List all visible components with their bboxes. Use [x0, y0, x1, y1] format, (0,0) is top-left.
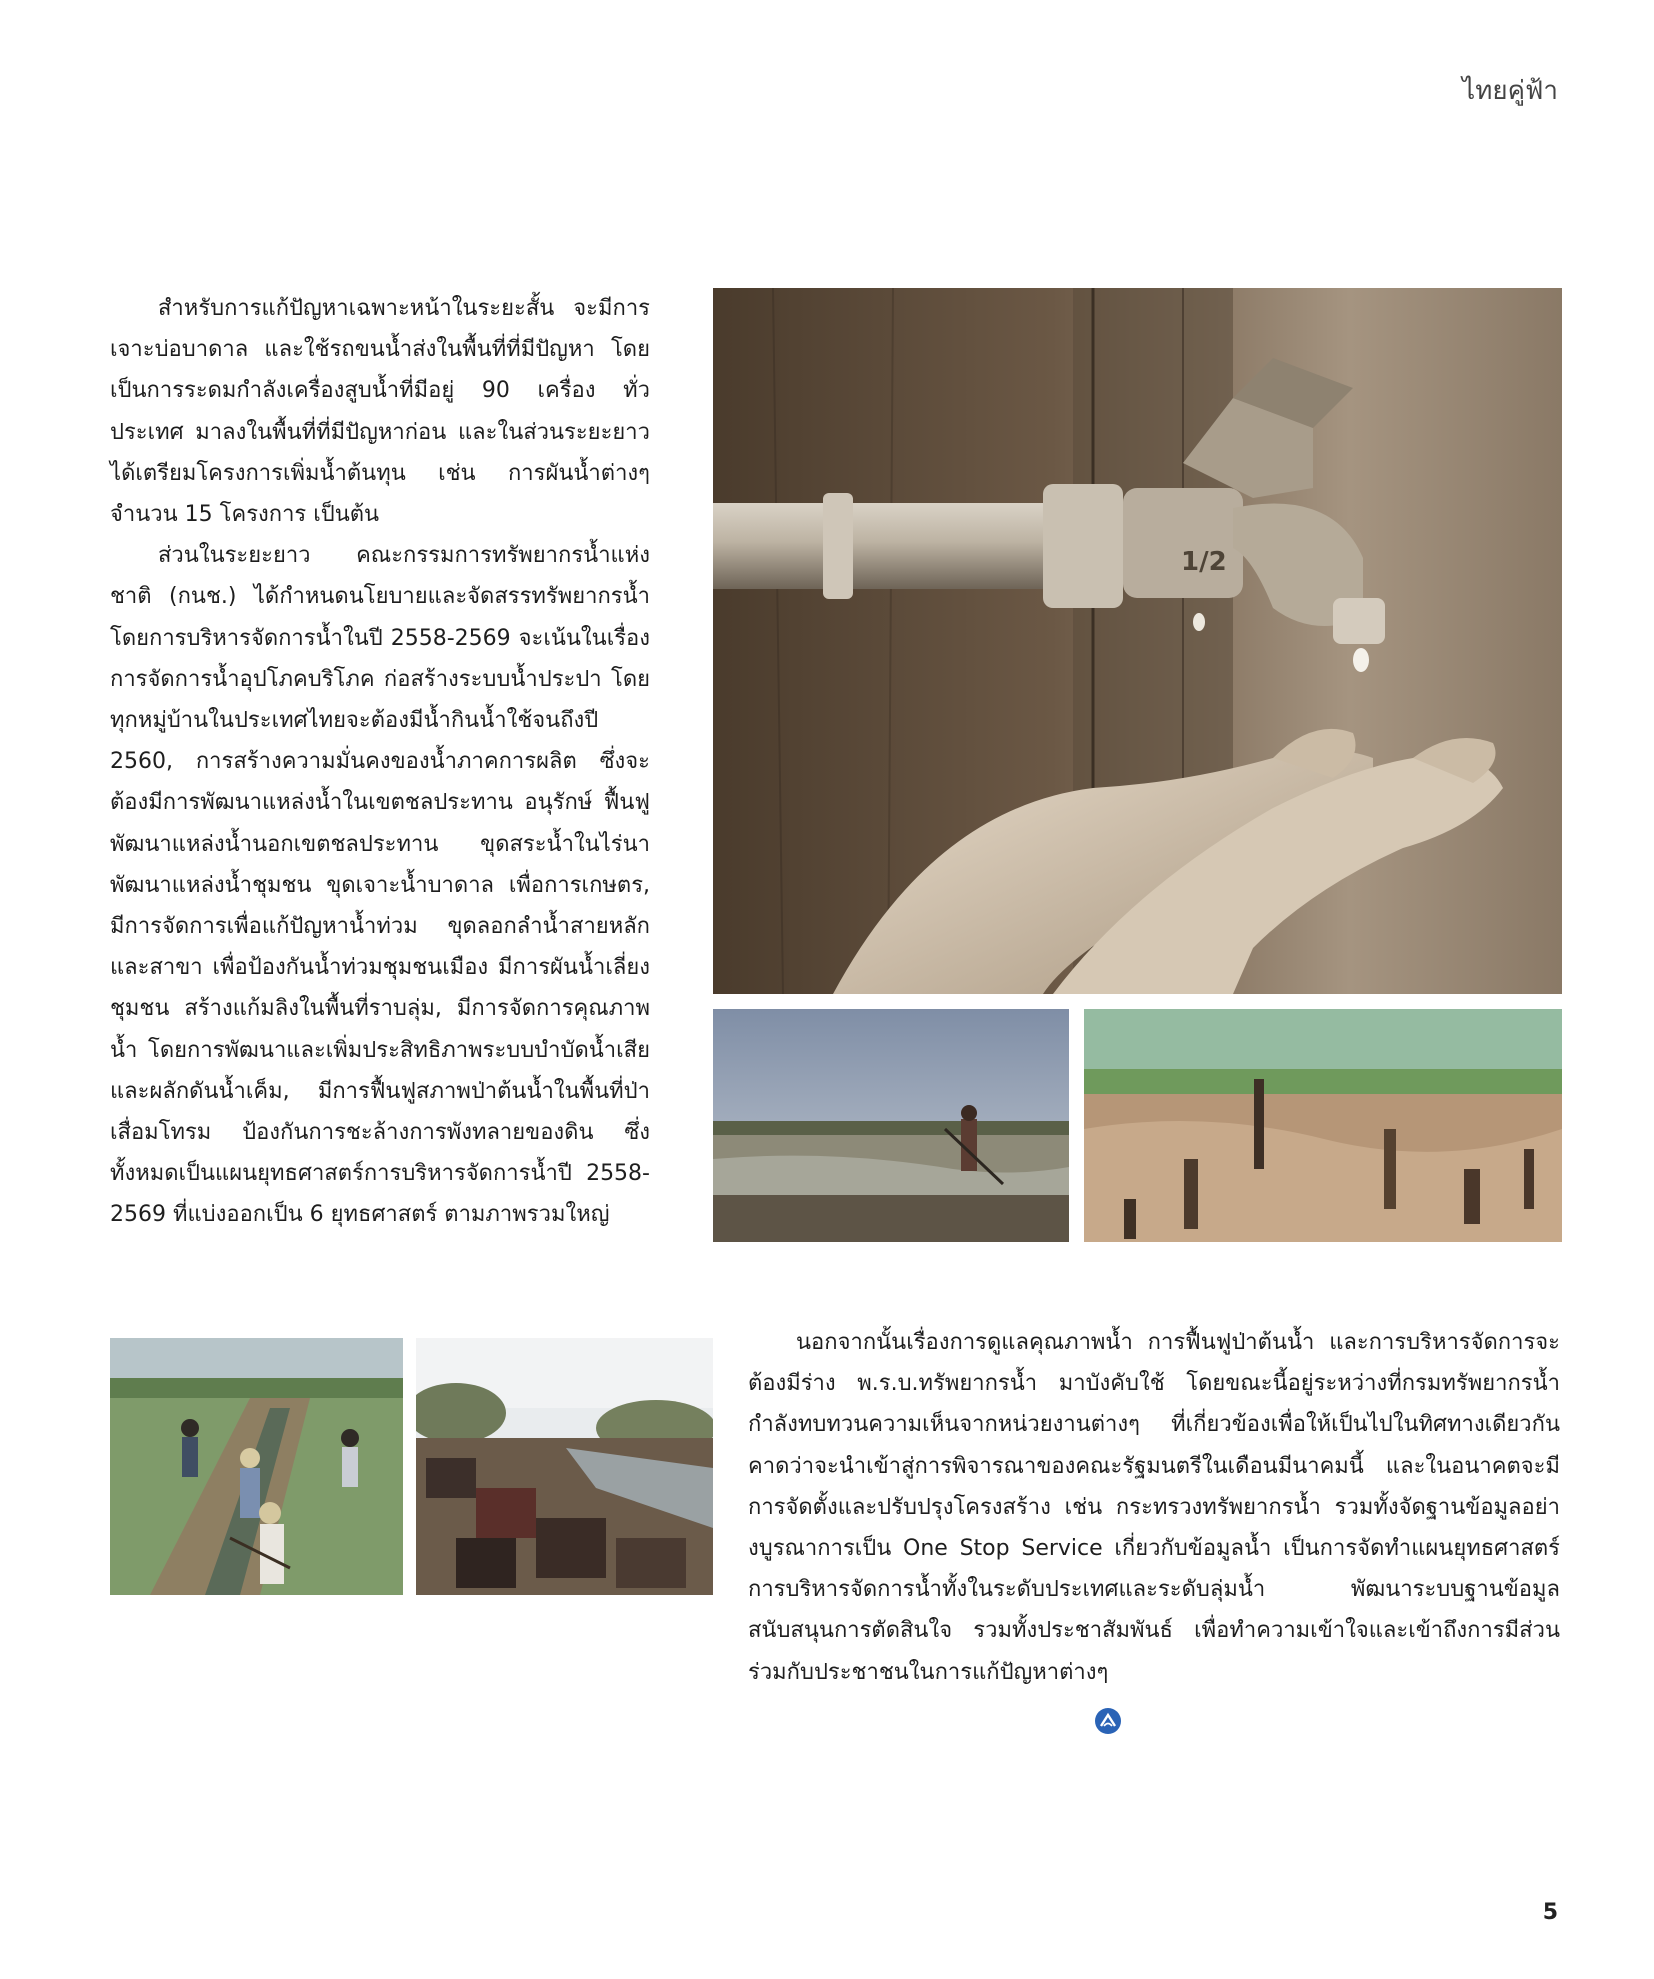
paragraph-short-term: สำหรับการแก้ปัญหาเฉพาะหน้าในระยะสั้น จะมีการเจาะบ่อบาดาล และใช้รถขนน้ำส่งในพื้นที่ที่มีปัญหา โดยเป็นการระดมกำลังเครื่องสูบน้ำที่มีอยู่ 90 เครื่อง ทั่วประเทศ มาลงในพื้นที่ที่มีปัญหาก่อน และในส่วนระยะยาวได้เตรียมโครงการเพิ่มน้ำต้นทุน เช่น การผันน้ำต่างๆ จำนวน 15 โครงการ เป็นต้น	[110, 296, 650, 528]
tap-hands-photo	[713, 288, 1562, 994]
article-end-logo-icon	[1095, 1708, 1121, 1734]
magazine-title: ไทยคู่ฟ้า	[1462, 76, 1558, 106]
article-column-bottom	[748, 1322, 1560, 1693]
article-column-left	[110, 288, 650, 1236]
canal-worker-photo	[713, 1009, 1069, 1242]
ditch-digging-photo	[110, 1338, 403, 1595]
dry-lake-photo	[1084, 1009, 1562, 1242]
paragraph-water-act: นอกจากนั้นเรื่องการดูแลคุณภาพน้ำ การฟื้นฟูป่าต้นน้ำ และการบริหารจัดการจะต้องมีร่าง พ.ร.บ.ทรัพยากรน้ำ มาบังคับใช้ โดยขณะนี้อยู่ระหว่างที่กรมทรัพยากรน้ำกำลังทบทวนความเห็นจากหน่วยงานต่างๆ ที่เกี่ยวข้องเพื่อให้เป็นไปในทิศทางเดียวกัน คาดว่าจะนำเข้าสู่การพิจารณาของคณะรัฐมนตรีในเดือนมีนาคมนี้ และในอนาคตจะมีการจัดตั้งและปรับปรุงโครงสร้าง เช่น กระทรวงทรัพยากรน้ำ รวมทั้งจัดฐานข้อมูลอย่างบูรณาการเป็น One Stop Service เกี่ยวกับข้อมูลน้ำ เป็นการจัดทำแผนยุทธศาสตร์การบริหารจัดการน้ำทั้งในระดับประเทศและระดับลุ่มน้ำ พัฒนาระบบฐานข้อมูล สนับสนุนการตัดสินใจ รวมทั้งประชาสัมพันธ์ เพื่อทำความเข้าใจและเข้าถึงการมีส่วนร่วมกับประชาชนในการแก้ปัญหาต่างๆ	[748, 1330, 1560, 1685]
water-pumps-photo	[416, 1338, 713, 1595]
tap-marking: 1/2	[1181, 547, 1227, 577]
page-number: 5	[1542, 1900, 1558, 1925]
paragraph-long-term: ส่วนในระยะยาว คณะกรรมการทรัพยากรน้ำแห่งชาติ (กนช.) ได้กำหนดนโยบายและจัดสรรทรัพยากรน้ำ โดยการบริหารจัดการน้ำในปี 2558-2569 จะเน้นในเรื่องการจัดการน้ำอุปโภคบริโภค ก่อสร้างระบบน้ำประปา โดยทุกหมู่บ้านในประเทศไทยจะต้องมีน้ำกินน้ำใช้จนถึงปี 2560, การสร้างความมั่นคงของน้ำภาคการผลิต ซึ่งจะต้องมีการพัฒนาแหล่งน้ำในเขตชลประทาน อนุรักษ์ ฟื้นฟู พัฒนาแหล่งน้ำนอกเขตชลประทาน ขุดสระน้ำในไร่นา พัฒนาแหล่งน้ำชุมชน ขุดเจาะน้ำบาดาล เพื่อการเกษตร, มีการจัดการเพื่อแก้ปัญหาน้ำท่วม ขุดลอกลำน้ำสายหลักและสาขา เพื่อป้องกันน้ำท่วมชุมชนเมือง มีการผันน้ำเลี่ยงชุมชน สร้างแก้มลิงในพื้นที่ราบลุ่ม, มีการจัดการคุณภาพน้ำ โดยการพัฒนาและเพิ่มประสิทธิภาพระบบบำบัดน้ำเสีย และผลักดันน้ำเค็ม, มีการฟื้นฟูสภาพป่าต้นน้ำในพื้นที่ป่าเสื่อมโทรม ป้องกันการชะล้างการพังทลายของดิน ซึ่งทั้งหมดเป็นแผนยุทธศาสตร์การบริหารจัดการน้ำปี 2558-2569 ที่แบ่งออกเป็น 6 ยุทธศาสตร์ ตามภาพรวมใหญ่	[110, 543, 650, 1228]
